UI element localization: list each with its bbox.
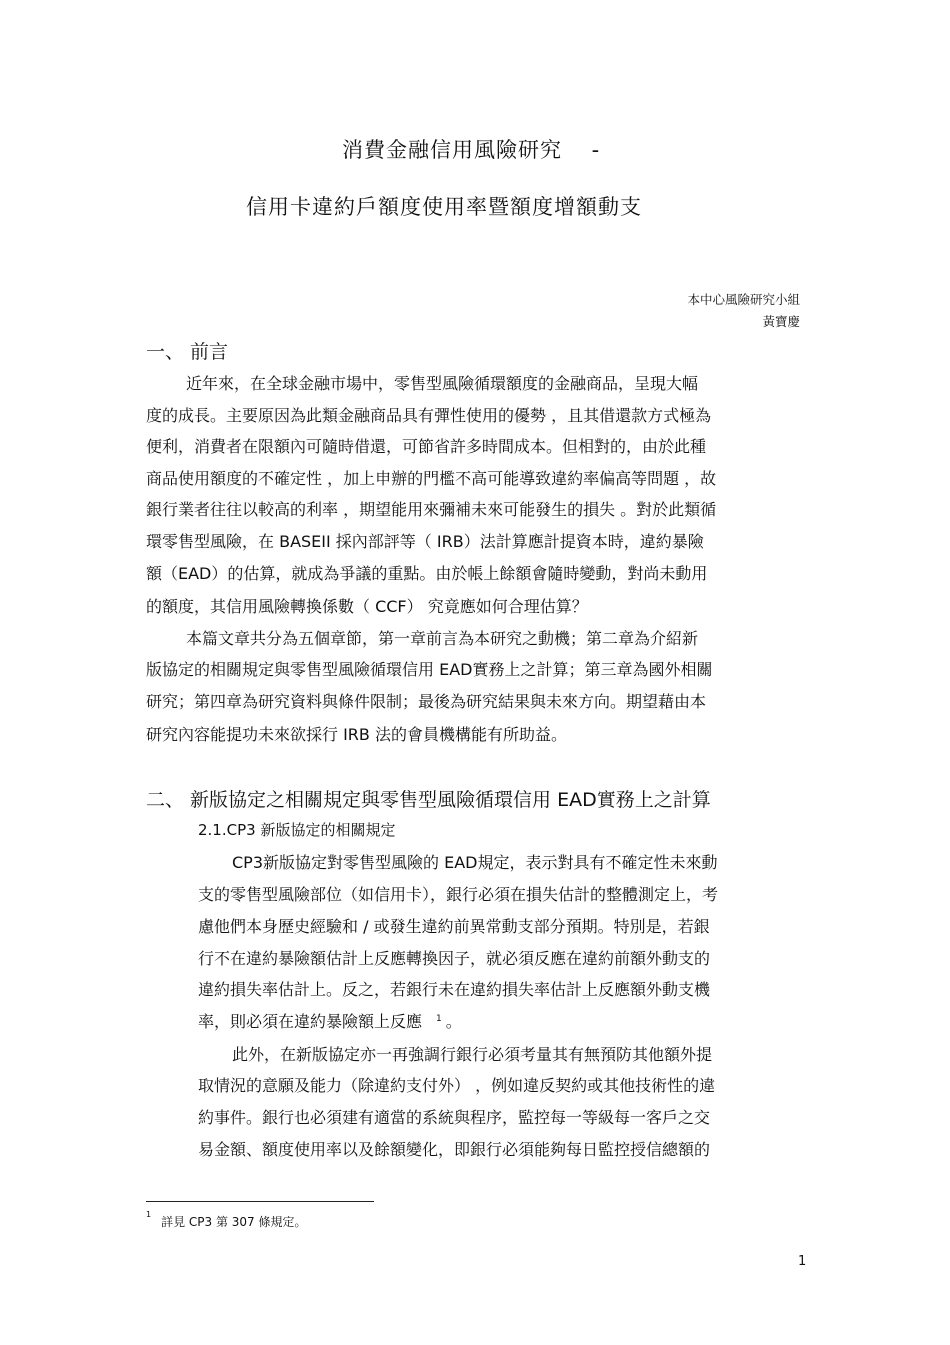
footnote-reference: 1 — [436, 1013, 442, 1024]
paragraph-line: 研究；第四章為研究資料與條件限制；最後為研究結果與未來方向。期望藉由本 — [146, 692, 707, 711]
subsection-2-1-heading: 2.1.CP3 新版協定的相關規定 — [198, 821, 396, 839]
title-line-1: 消費金融信用風險研究 - — [342, 138, 601, 162]
footnote — [146, 1210, 307, 1230]
page-number: 1 — [798, 1254, 807, 1269]
section-2-heading: 二、 新版協定之相關規定與零售型風險循環信用 EAD實務上之計算 — [146, 789, 711, 811]
paragraph-line: 銀行業者往往以較高的利率 ，期望能用來彌補未來可能發生的損失 。對於此類循 — [146, 500, 717, 519]
paragraph-text: 率，則必須在違約暴險額上反應 — [198, 1012, 423, 1031]
footnote-mark: 1 — [146, 1210, 152, 1219]
paragraph-line: 違約損失率估計上。反之，若銀行未在違約損失率估計上反應額外動支機 — [198, 980, 711, 999]
paragraph-line: 此外，在新版協定亦一再強調行銀行必須考量其有無預防其他額外提 — [232, 1045, 713, 1064]
paragraph-line: 約事件。銀行也必須建有適當的系統與程序，監控每一等級每一客戶之交 — [198, 1108, 711, 1127]
paragraph-line: 研究內容能提功未來欲採行 IRB 法的會員機構能有所助益。 — [146, 725, 567, 744]
paragraph-line: 商品使用額度的不確定性 ，加上申辦的門檻不高可能導致違約率偏高等問題 ，故 — [146, 469, 717, 488]
paragraph-line: 便利，消費者在限額內可隨時借還，可節省許多時間成本。但相對的，由於此種 — [146, 437, 707, 456]
paragraph-line: 取情況的意願及能力（除違約支付外） ，例如違反契約或其他技術性的違 — [198, 1076, 716, 1095]
paragraph-line: 支的零售型風險部位（如信用卡），銀行必須在損失估計的整體測定上，考 — [198, 885, 719, 904]
paragraph-line: CP3新版協定對零售型風險的 EAD規定，表示對具有不確定性未來動 — [232, 853, 718, 872]
paragraph-line: 度的成長。主要原因為此類金融商品具有彈性使用的優勢 ，且其借還款方式極為 — [146, 406, 712, 425]
paragraph-line: 的額度，其信用風險轉換係數（ CCF） 究竟應如何合理估算？ — [146, 597, 588, 616]
paragraph-line: 慮他們本身歷史經驗和 / 或發生違約前異常動支部分預期。特別是，若銀 — [198, 917, 710, 936]
paragraph-line: 行不在違約暴險額估計上反應轉換因子，就必須反應在違約前額外動支的 — [198, 949, 711, 968]
author-org: 本中心風險研究小組 — [687, 292, 800, 307]
paragraph-line — [198, 1009, 462, 1032]
paragraph-line: 版協定的相關規定與零售型風險循環信用 EAD實務上之計算；第三章為國外相關 — [146, 660, 713, 679]
paragraph-line: 額（EAD）的估算，就成為爭議的重點。由於帳上餘額會隨時變動，對尚未動用 — [146, 564, 708, 583]
title-line-2: 信用卡違約戶額度使用率暨額度增額動支 — [246, 195, 642, 219]
footnote-divider — [146, 1201, 374, 1202]
paragraph-line: 易金額、額度使用率以及餘額變化，即銀行必須能夠每日監控授信總額的 — [198, 1140, 711, 1159]
paragraph-line: 環零售型風險，在 BASEII 採內部評等（ IRB）法計算應計提資本時，違約暴險 — [146, 532, 704, 551]
section-1-heading: 一、 前言 — [146, 341, 229, 363]
paragraph-line: 近年來，在全球金融市場中，零售型風險循環額度的金融商品，呈現大幅 — [186, 374, 699, 393]
footnote-text: 詳見 CP3 第 307 條規定。 — [161, 1215, 307, 1229]
paragraph-text: 。 — [445, 1012, 462, 1031]
paragraph-line: 本篇文章共分為五個章節，第一章前言為本研究之動機；第二章為介紹新 — [186, 629, 699, 648]
author-name: 黃寶慶 — [762, 314, 800, 329]
